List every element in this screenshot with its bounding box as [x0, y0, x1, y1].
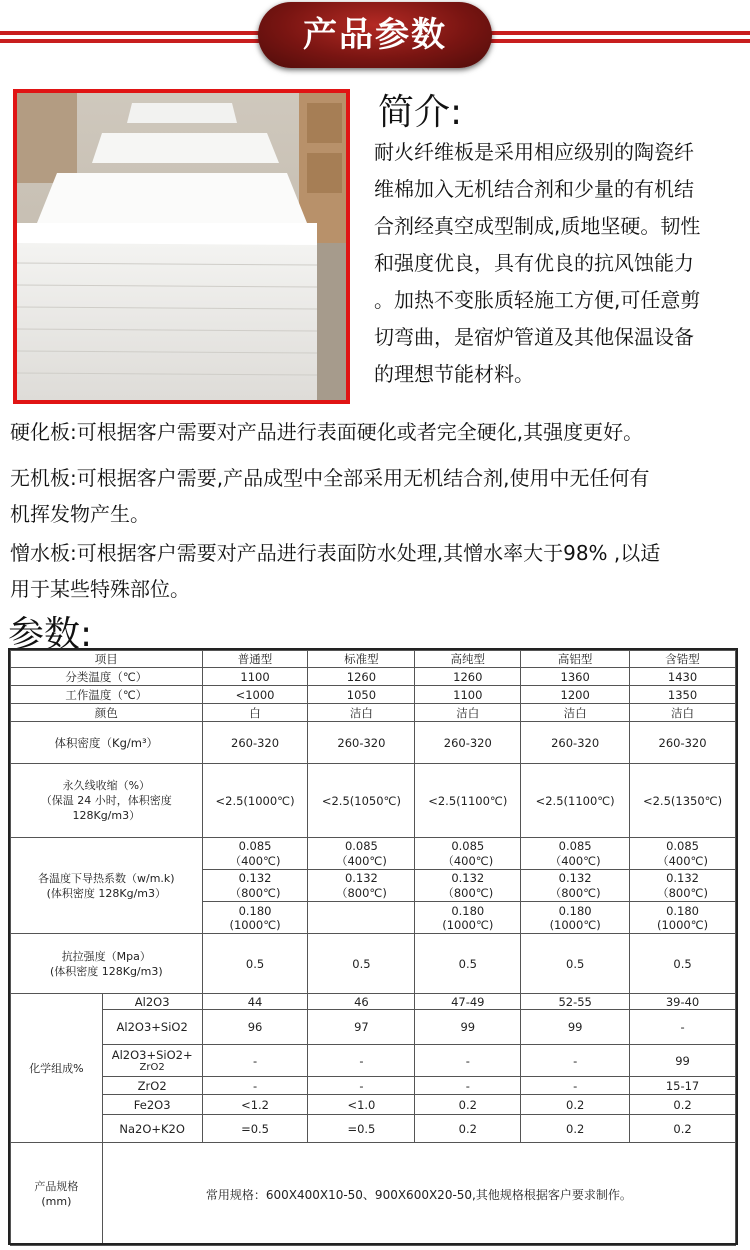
cell: 1350 — [630, 686, 736, 704]
row-label — [11, 764, 203, 838]
label-line: 永久线收缩（%） — [62, 779, 151, 792]
label-line: 各温度下导热系数（w/m.k) — [38, 871, 175, 885]
row-label: 工作温度（℃） — [11, 686, 203, 704]
cell: 1100 — [415, 686, 521, 704]
cell: 44 — [202, 994, 308, 1010]
cell: 0.2 — [415, 1095, 521, 1115]
intro-line: 的理想节能材料。 — [374, 362, 534, 386]
table-row — [11, 1143, 736, 1246]
cell: 0.085 （400℃) — [202, 838, 308, 870]
cell: 260-320 — [415, 722, 521, 764]
row-label: 颜色 — [11, 704, 203, 722]
cell: - — [202, 1077, 308, 1095]
table-row — [11, 668, 736, 686]
cell: 0.132 （800℃) — [308, 870, 415, 902]
col-header: 高铝型 — [521, 651, 630, 668]
cell: 0.085 （400℃) — [521, 838, 630, 870]
intro-line: 切弯曲，是宿炉管道及其他保温设备 — [374, 325, 694, 349]
header-pill — [258, 2, 492, 68]
col-header: 普通型 — [202, 651, 308, 668]
cell: 1260 — [415, 668, 521, 686]
table-row — [11, 722, 736, 764]
header-title: 产品参数 — [303, 15, 447, 55]
params-title: 参数: — [8, 614, 93, 655]
intro-line: 耐火纤维板是采用相应级别的陶瓷纤 — [374, 140, 694, 164]
cell: 0.085 （400℃) — [308, 838, 415, 870]
sub-label: Al2O3+SiO2 — [102, 1010, 202, 1045]
cell: 15-17 — [630, 1077, 736, 1095]
cell: 260-320 — [630, 722, 736, 764]
hydrophobic-board-text — [10, 535, 745, 607]
cell: 0.2 — [415, 1115, 521, 1143]
sub-label: Fe2O3 — [102, 1095, 202, 1115]
table-row — [11, 686, 736, 704]
para-line: 硬化板:可根据客户需要对产品进行表面硬化或者完全硬化,其强度更好。 — [10, 420, 644, 444]
sub-label: Al2O3 — [102, 994, 202, 1010]
col-header: 标准型 — [308, 651, 415, 668]
cell: 99 — [521, 1010, 630, 1045]
cell: 洁白 — [415, 704, 521, 722]
hardened-board-text — [10, 414, 745, 450]
row-label: 产品规格 (mm) — [11, 1143, 103, 1246]
cell: <1.2 — [202, 1095, 308, 1115]
table-row — [11, 704, 736, 722]
cell: =0.5 — [202, 1115, 308, 1143]
table-row — [11, 934, 736, 994]
label-line: (体积密度 128Kg/m3) — [49, 964, 163, 978]
cell: - — [415, 1077, 521, 1095]
cell: - — [415, 1045, 521, 1077]
intro-body — [374, 134, 750, 393]
para-line: 无机板:可根据客户需要,产品成型中全部采用无机结合剂,使用中无任何有 — [10, 466, 650, 490]
cell: 0.180 (1000℃) — [202, 902, 308, 934]
col-header: 高纯型 — [415, 651, 521, 668]
row-label — [11, 838, 203, 934]
col-header: 含锆型 — [630, 651, 736, 668]
cell: 0.180 (1000℃) — [521, 902, 630, 934]
cell: - — [308, 1077, 415, 1095]
cell: - — [630, 1010, 736, 1045]
cell: 0.180 (1000℃) — [415, 902, 521, 934]
col-header: 项目 — [11, 651, 203, 668]
cell: 0.180 (1000℃) — [630, 902, 736, 934]
cell: =0.5 — [308, 1115, 415, 1143]
table-row — [11, 838, 736, 870]
cell: 1430 — [630, 668, 736, 686]
cell: - — [521, 1077, 630, 1095]
cell: <2.5(1050℃) — [308, 764, 415, 838]
sub-label: Na2O+K2O — [102, 1115, 202, 1143]
cell: 0.132 （800℃) — [521, 870, 630, 902]
cell: <1000 — [202, 686, 308, 704]
cell: 0.5 — [202, 934, 308, 994]
cell: 0.085 （400℃) — [415, 838, 521, 870]
row-label — [11, 934, 203, 994]
label-line: （保温 24 小时，体积密度 — [40, 794, 172, 807]
cell — [308, 902, 415, 934]
intro-line: 。加热不变胀质轻施工方便,可任意剪 — [374, 288, 701, 312]
cell: 0.5 — [521, 934, 630, 994]
cell: 52-55 — [521, 994, 630, 1010]
params-table — [10, 650, 736, 1246]
cell: 1200 — [521, 686, 630, 704]
intro-line: 和强度优良，具有优良的抗风蚀能力 — [374, 251, 694, 275]
sub-label: Al2O3+SiO2+ ZrO2 — [102, 1045, 202, 1077]
table-row — [11, 994, 736, 1010]
label-line: 128Kg/m3） — [72, 809, 141, 822]
cell: - — [521, 1045, 630, 1077]
para-line: 用于某些特殊部位。 — [10, 577, 190, 601]
cell: <2.5(1350℃) — [630, 764, 736, 838]
cell: 0.5 — [308, 934, 415, 994]
cell: 1100 — [202, 668, 308, 686]
label-line: (体积密度 128Kg/m3） — [46, 886, 166, 900]
label-line: 抗拉强度（Mpa） — [61, 949, 151, 963]
table-row — [11, 1115, 736, 1143]
cell: 0.5 — [415, 934, 521, 994]
cell: 0.132 （800℃) — [415, 870, 521, 902]
sub-label: ZrO2 — [102, 1077, 202, 1095]
board-stack-image — [17, 93, 346, 400]
table-row — [11, 1077, 736, 1095]
intro-title: 简介: — [378, 92, 463, 133]
cell: 47-49 — [415, 994, 521, 1010]
cell: 白 — [202, 704, 308, 722]
cell: 0.2 — [630, 1095, 736, 1115]
inorganic-board-text — [10, 460, 745, 532]
cell: 1360 — [521, 668, 630, 686]
row-label: 化学组成% — [11, 994, 103, 1143]
cell: 0.2 — [521, 1095, 630, 1115]
cell: 260-320 — [202, 722, 308, 764]
intro-line: 合剂经真空成型制成,质地坚硬。韧性 — [374, 214, 701, 238]
table-row — [11, 764, 736, 838]
cell: <2.5(1100℃) — [415, 764, 521, 838]
row-label: 分类温度（℃） — [11, 668, 203, 686]
cell: 46 — [308, 994, 415, 1010]
cell: 260-320 — [521, 722, 630, 764]
cell: 99 — [630, 1045, 736, 1077]
row-label: 体积密度（Kg/m³） — [11, 722, 203, 764]
intro-line: 维棉加入无机结合剂和少量的有机结 — [374, 177, 694, 201]
spec-value: 常用规格：600X400X10-50、900X600X20-50,其他规格根据客户要求制作。 — [102, 1143, 735, 1246]
table-header-row — [11, 651, 736, 668]
cell: - — [202, 1045, 308, 1077]
cell: 洁白 — [308, 704, 415, 722]
table-row — [11, 1010, 736, 1045]
section-header — [0, 0, 750, 72]
cell: 洁白 — [630, 704, 736, 722]
cell: 0.2 — [630, 1115, 736, 1143]
cell: 0.085 （400℃) — [630, 838, 736, 870]
cell: 0.5 — [630, 934, 736, 994]
cell: 39-40 — [630, 994, 736, 1010]
cell: 0.132 （800℃) — [202, 870, 308, 902]
cell: 1050 — [308, 686, 415, 704]
cell: 1260 — [308, 668, 415, 686]
cell: <2.5(1100℃) — [521, 764, 630, 838]
cell: 96 — [202, 1010, 308, 1045]
table-row — [11, 1045, 736, 1077]
para-line: 憎水板:可根据客户需要对产品进行表面防水处理,其憎水率大于98% ,以适 — [10, 541, 661, 565]
cell: 260-320 — [308, 722, 415, 764]
cell: <2.5(1000℃) — [202, 764, 308, 838]
product-photo — [13, 89, 350, 404]
cell: 0.132 （800℃) — [630, 870, 736, 902]
cell: <1.0 — [308, 1095, 415, 1115]
para-line: 机挥发物产生。 — [10, 502, 150, 526]
cell: 0.2 — [521, 1115, 630, 1143]
cell: 99 — [415, 1010, 521, 1045]
cell: 97 — [308, 1010, 415, 1045]
cell: - — [308, 1045, 415, 1077]
table-row — [11, 1095, 736, 1115]
cell: 洁白 — [521, 704, 630, 722]
